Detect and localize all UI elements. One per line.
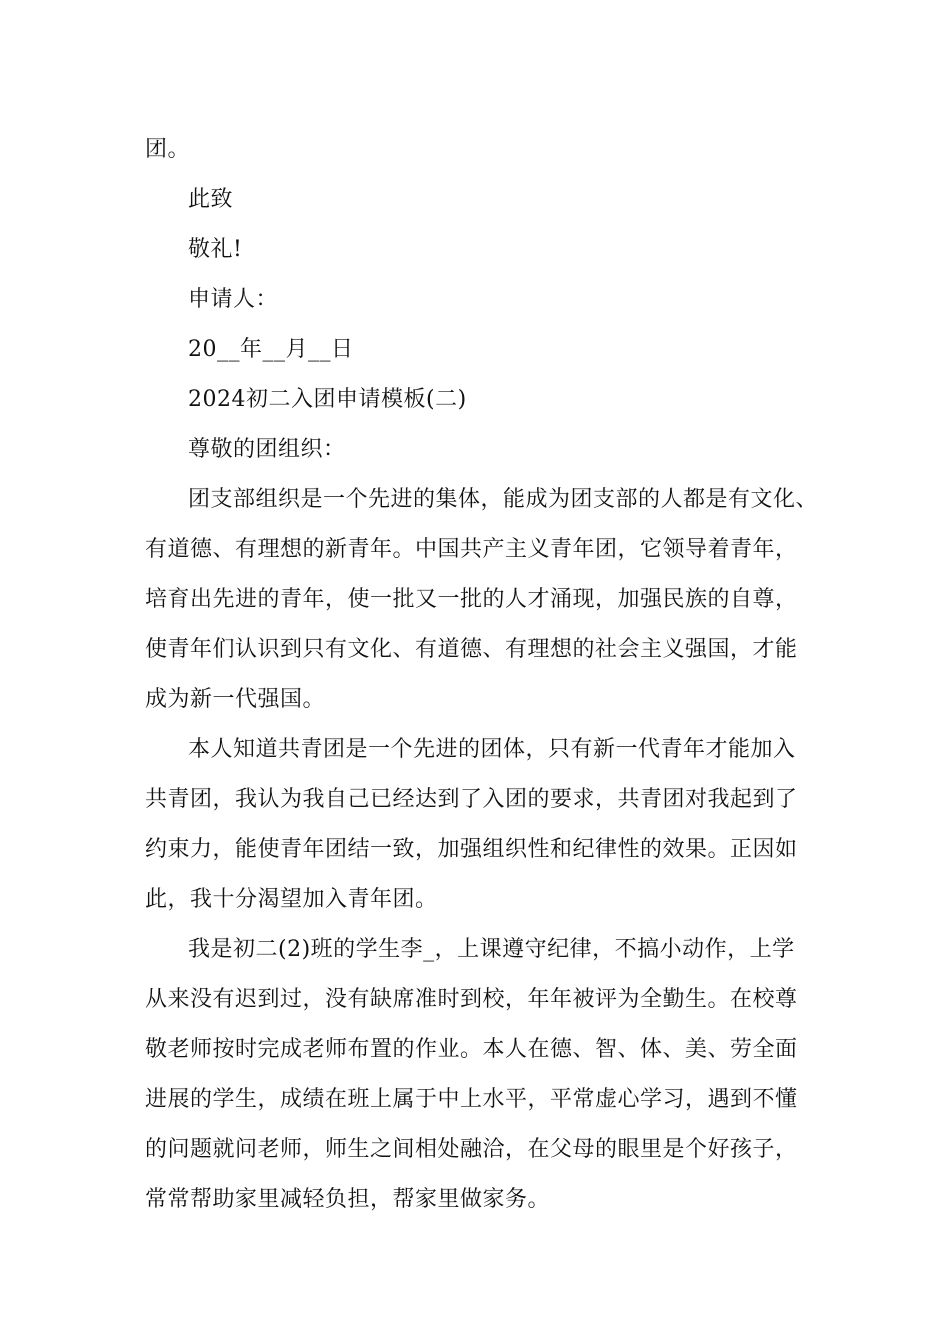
paragraph-2-line-1: 本人知道共青团是一个先进的团体，只有新一代青年才能加入 [188,737,796,762]
paragraph-3-line-1: 我是初二(2)班的学生李_，上课遵守纪律，不搞小动作，上学 [188,937,795,962]
paragraph-1-line-3: 培育出先进的青年，使一批又一批的人才涌现，加强民族的自尊， [145,587,798,612]
section-title: 2024初二入团申请模板(二) [188,387,467,412]
paragraph-3-line-2: 从来没有迟到过，没有缺席准时到校，年年被评为全勤生。在校尊 [145,987,798,1012]
paragraph-3-line-6: 常常帮助家里减轻负担，帮家里做家务。 [145,1187,551,1212]
text-line-date: 20__年__月__日 [188,337,354,362]
text-line-closing-fragment: 团。 [145,137,191,162]
paragraph-2-line-4: 此，我十分渴望加入青年团。 [145,887,438,912]
text-line-applicant: 申请人： [188,287,279,312]
paragraph-2-line-3: 约束力，能使青年团结一致，加强组织性和纪律性的效果。正因如 [145,837,798,862]
paragraph-3-line-4: 进展的学生，成绩在班上属于中上水平，平常虚心学习，遇到不懂 [145,1087,798,1112]
paragraph-1-line-5: 成为新一代强国。 [145,687,326,712]
paragraph-1-line-2: 有道德、有理想的新青年。中国共产主义青年团，它领导着青年， [145,537,798,562]
text-line-regards: 敬礼! [188,237,243,262]
paragraph-3-line-3: 敬老师按时完成老师布置的作业。本人在德、智、体、美、劳全面 [145,1037,798,1062]
paragraph-2-line-2: 共青团，我认为我自己已经达到了入团的要求，共青团对我起到了 [145,787,798,812]
paragraph-1-line-1: 团支部组织是一个先进的集体，能成为团支部的人都是有文化、 [188,487,819,512]
paragraph-1-line-4: 使青年们认识到只有文化、有道德、有理想的社会主义强国，才能 [145,637,798,662]
text-line-salutation: 此致 [188,187,234,212]
paragraph-3-line-5: 的问题就问老师，师生之间相处融洽，在父母的眼里是个好孩子， [145,1137,798,1162]
text-line-greeting: 尊敬的团组织： [188,437,346,462]
